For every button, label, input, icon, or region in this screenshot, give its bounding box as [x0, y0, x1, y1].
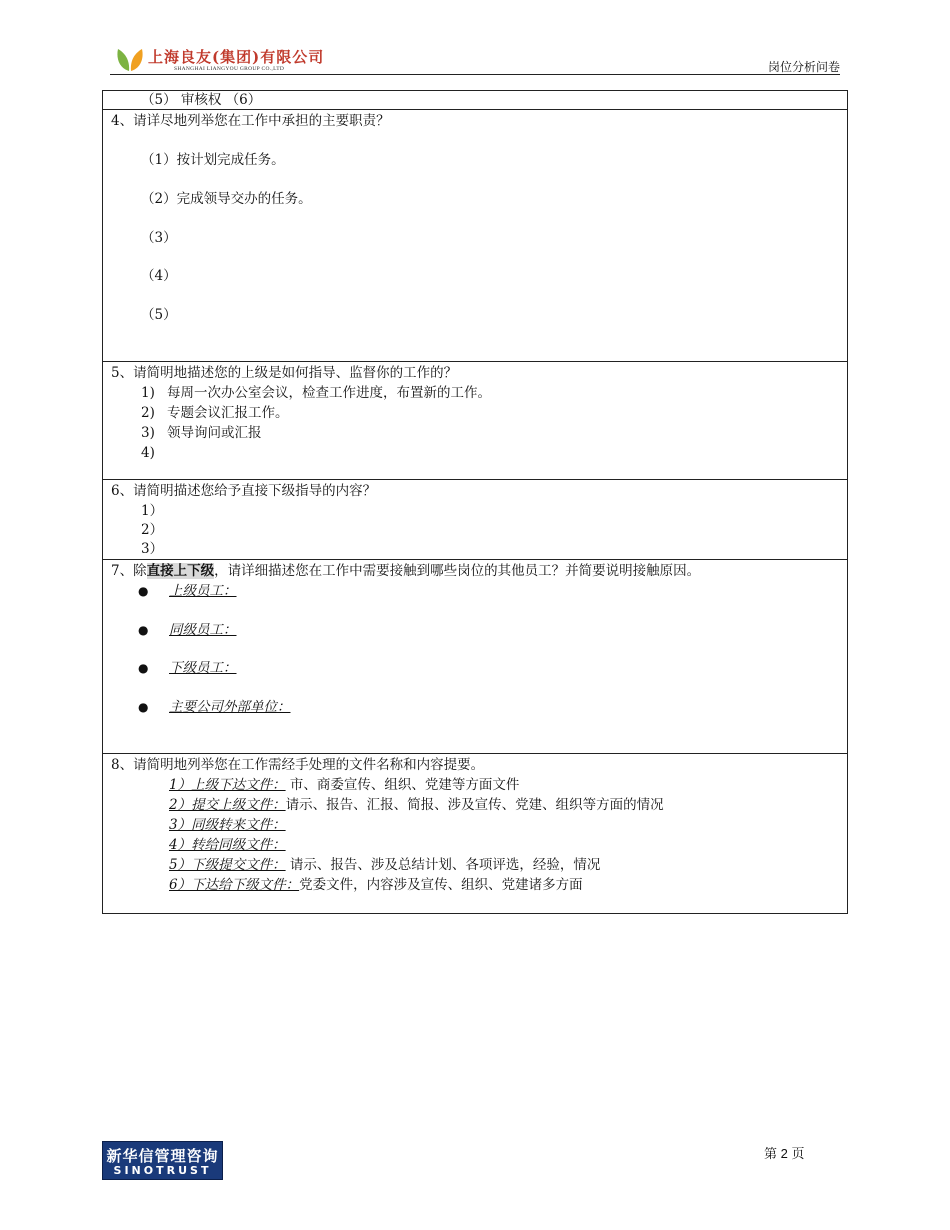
section-5-supervision [102, 362, 848, 480]
authority-line: （5） 审核权 （6） [141, 92, 262, 108]
footer-logo-en: SINOTRUST [113, 1164, 212, 1177]
page-number: 第 2 页 [764, 1146, 805, 1161]
list-item: 专题会议汇报工作。 [167, 405, 289, 421]
document-label: 1）上级下达文件： [169, 777, 286, 793]
page-header [0, 0, 950, 80]
document-label: 6）下达给下级文件： [169, 877, 300, 893]
document-row [169, 776, 519, 794]
contact-superior-field[interactable]: 上级员工： [169, 583, 237, 599]
section-6-guidance [102, 480, 848, 560]
document-row [169, 856, 600, 874]
document-text: 请示、报告、汇报、简报、涉及宣传、党建、组织等方面的情况 [285, 797, 664, 813]
question-8: 8、请简明地列举您在工作需经手处理的文件名称和内容提要。 [111, 757, 485, 773]
bullet-icon: ● [138, 623, 149, 637]
document-row [169, 796, 664, 814]
contact-subordinate-field[interactable]: 下级员工： [169, 660, 237, 676]
list-item: 3） [141, 541, 164, 557]
list-number: 1) [141, 385, 155, 401]
document-row [169, 816, 286, 834]
document-text: 市、商委宣传、组织、党建等方面文件 [285, 777, 520, 793]
section-4-duties [102, 110, 848, 362]
list-number: 2) [141, 405, 155, 421]
document-text: 请示、报告、涉及总结计划、各项评选，经验，情况 [285, 857, 601, 873]
question-7 [111, 562, 700, 580]
header-divider [110, 74, 840, 75]
list-item: 2） [141, 522, 164, 538]
company-name-en: SHANGHAI LIANGYOU GROUP CO.,LTD [174, 66, 285, 72]
footer-logo-cn: 新华信管理咨询 [106, 1147, 219, 1165]
document-text: 党委文件，内容涉及宣传、组织、党建诸多方面 [299, 877, 583, 893]
question-5: 5、请简明地描述您的上级是如何指导、监督你的工作的？ [111, 365, 458, 381]
duty-item: （1）按计划完成任务。 [141, 152, 285, 168]
section-authority [102, 90, 848, 110]
section-8-documents [102, 754, 848, 914]
document-label: 2）提交上级文件： [169, 797, 286, 813]
bullet-icon: ● [138, 661, 149, 675]
questionnaire-table [102, 90, 848, 914]
list-item: 1） [141, 503, 164, 519]
sinotrust-logo [102, 1141, 223, 1180]
list-item: 领导询问或汇报 [167, 425, 262, 441]
document-title: 岗位分析问卷 [767, 60, 840, 74]
contact-peer-field[interactable]: 同级员工： [169, 622, 237, 638]
list-item: 每周一次办公室会议，检查工作进度，布置新的工作。 [167, 385, 491, 401]
document-row [169, 836, 286, 854]
list-number: 4) [141, 445, 155, 461]
bullet-icon: ● [138, 700, 149, 714]
bullet-icon: ● [138, 584, 149, 598]
document-row [169, 876, 583, 894]
duty-item: （2）完成领导交办的任务。 [141, 191, 312, 207]
company-name-cn: 上海良友(集团)有限公司 [148, 48, 325, 66]
document-label: 5）下级提交文件： [169, 857, 286, 873]
document-label: 3）同级转来文件： [169, 817, 286, 833]
question-6: 6、请简明描述您给予直接下级指导的内容？ [111, 483, 377, 499]
list-number: 3) [141, 425, 155, 441]
duty-item: （3） [141, 230, 177, 246]
document-label: 4）转给同级文件： [169, 837, 286, 853]
question-7-suffix: ，请详细描述您在工作中需要接触到哪些岗位的其他员工？并简要说明接触原因。 [214, 563, 701, 579]
duty-item: （5） [141, 307, 177, 323]
question-7-prefix: 7、除 [111, 563, 147, 579]
question-7-highlight: 直接上下级 [146, 563, 215, 579]
company-logo-icon [115, 46, 145, 72]
section-7-contacts [102, 560, 848, 754]
contact-external-field[interactable]: 主要公司外部单位： [169, 699, 291, 715]
question-4: 4、请详尽地列举您在工作中承担的主要职责？ [111, 113, 390, 129]
duty-item: （4） [141, 268, 177, 284]
